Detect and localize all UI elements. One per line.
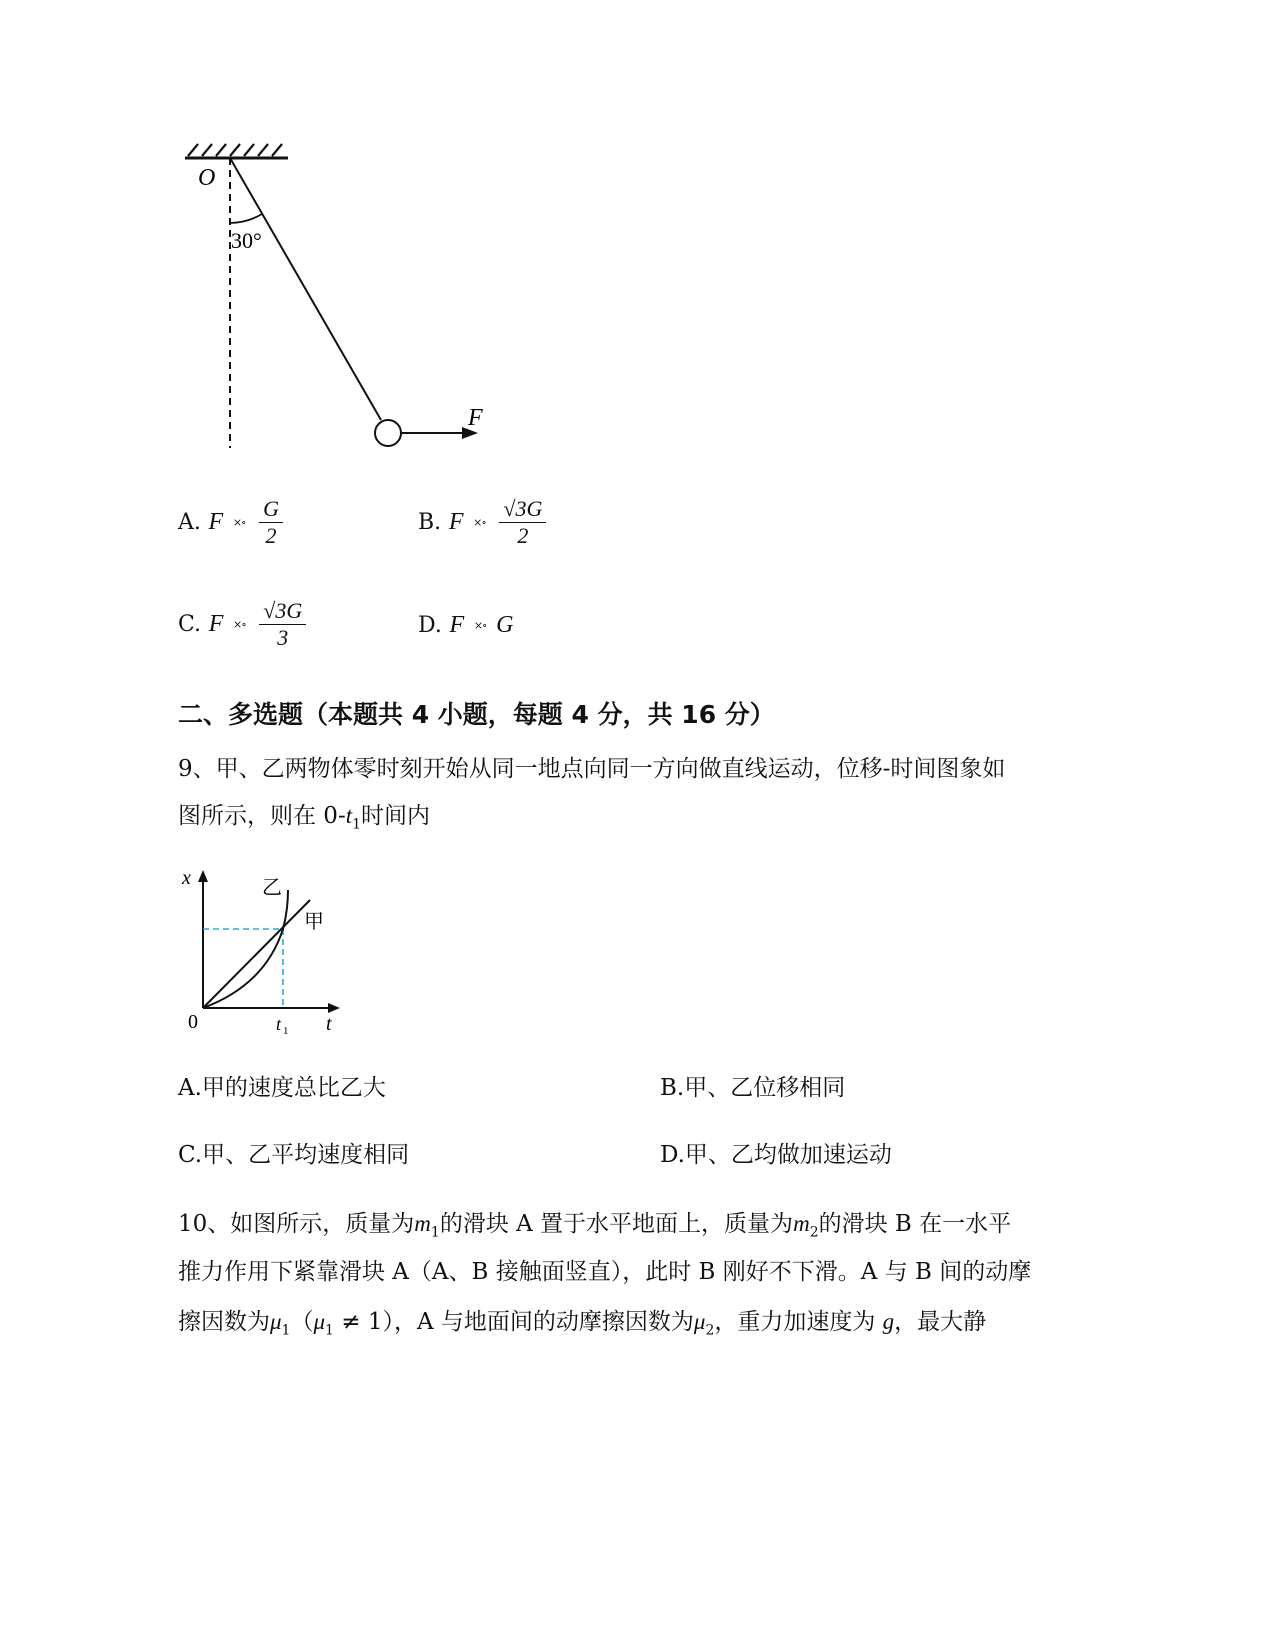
- force-label: F: [468, 405, 483, 431]
- svg-text:0: 0: [188, 1011, 198, 1033]
- angle-label: 30°: [231, 228, 262, 253]
- q8-option-b[interactable]: B. F ×∘ $\frac{√3G}{2}$: [418, 496, 546, 549]
- pendulum-ball: [375, 420, 401, 446]
- q9-option-d[interactable]: D.甲、乙均做加速运动: [660, 1142, 892, 1168]
- svg-text:t: t: [276, 1014, 282, 1034]
- svg-text:1: 1: [283, 1025, 289, 1037]
- ceiling-hatch: [188, 144, 282, 156]
- svg-text:甲: 甲: [304, 909, 324, 933]
- angle-arc: [230, 214, 262, 223]
- q10-line-1: 10、如图所示，质量为$m_1$的滑块 A 置于水平地面上，质量为$m_2$的滑块 B 在一水平: [178, 1211, 1012, 1241]
- q10-line-2: 推力作用下紧靠滑块 A（A、B 接触面竖直），此时 B 刚好不下滑。A 与 B 间的动摩: [178, 1259, 1032, 1285]
- q9-option-c[interactable]: C.甲、乙平均速度相同: [178, 1142, 410, 1168]
- point-o-label: O: [198, 165, 216, 191]
- pendulum-figure: [170, 130, 530, 470]
- q8-option-c[interactable]: C. F ×∘ $\frac{√3G}{3}$: [178, 598, 306, 651]
- q10-line-3: 擦因数为$\mu_1(\mu_1 \ne 1)$，A 与地面间的动摩擦因数为$\mu_2$，重力加速度为 g，最大静: [178, 1309, 987, 1339]
- svg-text:t: t: [326, 1013, 332, 1035]
- q9-line-2: 图所示，则在 $0-t_1$时间内: [178, 803, 431, 833]
- q9-line-1: 9、甲、乙两物体零时刻开始从同一地点向同一方向做直线运动，位移-时间图象如: [178, 756, 1006, 782]
- line-jia: [203, 900, 310, 1008]
- q8-option-d[interactable]: D. F ×∘ G: [418, 612, 514, 638]
- q9-option-b[interactable]: B.甲、乙位移相同: [660, 1075, 846, 1101]
- curve-yi: [203, 890, 288, 1008]
- pendulum-string: [230, 158, 381, 420]
- q8-option-a[interactable]: A. F ×∘ $\frac{G}{2}$: [178, 496, 283, 549]
- q9-option-a[interactable]: A.甲的速度总比乙大: [178, 1075, 386, 1101]
- section-title: 二、多选题（本题共 4 小题，每题 4 分，共 16 分）: [178, 700, 775, 729]
- svg-text:x: x: [182, 867, 191, 889]
- xt-graph: [170, 860, 360, 1040]
- svg-text:乙: 乙: [262, 875, 282, 899]
